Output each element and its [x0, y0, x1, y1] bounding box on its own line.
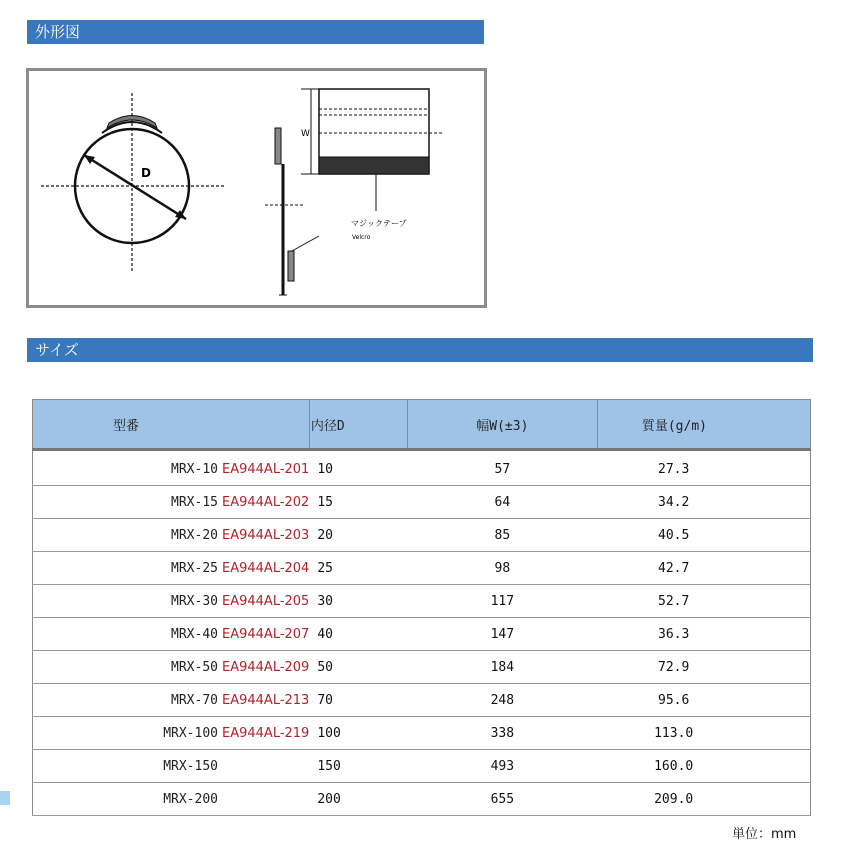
- table-row: [33, 486, 811, 519]
- cell-code: EA944AL-205: [222, 585, 309, 618]
- header-model: 型番: [33, 400, 310, 450]
- cell-model: MRX-25: [33, 552, 223, 585]
- table-header-row: [33, 400, 811, 450]
- cell-model: MRX-70: [33, 684, 223, 717]
- diameter-label: D: [141, 166, 151, 180]
- cell-inner-d: 15: [309, 486, 407, 519]
- cell-mass: 52.7: [597, 585, 810, 618]
- table-row: [33, 684, 811, 717]
- side-view: [265, 89, 443, 295]
- cell-model: MRX-15: [33, 486, 223, 519]
- cell-width: 117: [407, 585, 597, 618]
- size-table: [32, 399, 811, 816]
- cell-model: MRX-10: [33, 453, 223, 486]
- cell-width: 248: [407, 684, 597, 717]
- cell-mass: 34.2: [597, 486, 810, 519]
- cell-code: EA944AL-209: [222, 651, 309, 684]
- cell-model: MRX-30: [33, 585, 223, 618]
- table-row: [33, 453, 811, 486]
- table-row: [33, 651, 811, 684]
- cell-width: 655: [407, 783, 597, 816]
- cell-mass: 160.0: [597, 750, 810, 783]
- table-row: [33, 552, 811, 585]
- header-width: 幅W(±3): [407, 400, 597, 450]
- cell-code: EA944AL-207: [222, 618, 309, 651]
- cell-model: MRX-200: [33, 783, 223, 816]
- cell-model: MRX-40: [33, 618, 223, 651]
- cell-code: EA944AL-202: [222, 486, 309, 519]
- cell-inner-d: 20: [309, 519, 407, 552]
- cell-mass: 95.6: [597, 684, 810, 717]
- cell-width: 64: [407, 486, 597, 519]
- unit-note: 単位：mm: [732, 827, 797, 842]
- cell-model: MRX-50: [33, 651, 223, 684]
- cell-code: [222, 750, 309, 783]
- outline-drawing: [29, 71, 484, 305]
- cell-inner-d: 30: [309, 585, 407, 618]
- cell-inner-d: 150: [309, 750, 407, 783]
- cell-width: 493: [407, 750, 597, 783]
- cell-width: 147: [407, 618, 597, 651]
- table-row: [33, 585, 811, 618]
- circle-view: [41, 93, 225, 271]
- cell-model: MRX-100: [33, 717, 223, 750]
- size-section-title: サイズ: [27, 338, 813, 362]
- cell-width: 57: [407, 453, 597, 486]
- cell-inner-d: 25: [309, 552, 407, 585]
- table-body: [33, 450, 811, 816]
- header-mass: 質量(g/m): [597, 400, 810, 450]
- outline-figure: [26, 68, 487, 308]
- cell-inner-d: 50: [309, 651, 407, 684]
- cell-code: [222, 783, 309, 816]
- table-row: [33, 519, 811, 552]
- cell-inner-d: 10: [309, 453, 407, 486]
- table-row: [33, 783, 811, 816]
- cell-width: 338: [407, 717, 597, 750]
- cell-code: EA944AL-219: [222, 717, 309, 750]
- cell-model: MRX-20: [33, 519, 223, 552]
- cell-code: EA944AL-213: [222, 684, 309, 717]
- cell-mass: 36.3: [597, 618, 810, 651]
- cell-width: 98: [407, 552, 597, 585]
- cell-mass: 40.5: [597, 519, 810, 552]
- cell-mass: 42.7: [597, 552, 810, 585]
- table-row: [33, 618, 811, 651]
- table-row: [33, 717, 811, 750]
- table-row: [33, 750, 811, 783]
- cell-mass: 209.0: [597, 783, 810, 816]
- cell-code: EA944AL-204: [222, 552, 309, 585]
- cell-inner-d: 40: [309, 618, 407, 651]
- cell-code: EA944AL-201: [222, 453, 309, 486]
- cell-width: 85: [407, 519, 597, 552]
- cell-model: MRX-150: [33, 750, 223, 783]
- cell-mass: 27.3: [597, 453, 810, 486]
- velcro-label-jp: マジックテープ: [351, 219, 407, 228]
- cell-code: EA944AL-203: [222, 519, 309, 552]
- width-label: W: [301, 129, 310, 139]
- velcro-label-en: Velcro: [352, 234, 371, 241]
- header-inner-d: 内径D: [309, 400, 407, 450]
- cell-inner-d: 200: [309, 783, 407, 816]
- cell-inner-d: 70: [309, 684, 407, 717]
- cell-mass: 113.0: [597, 717, 810, 750]
- cell-inner-d: 100: [309, 717, 407, 750]
- cell-mass: 72.9: [597, 651, 810, 684]
- side-marker: [0, 791, 10, 805]
- outline-section-title: 外形図: [27, 20, 484, 44]
- cell-width: 184: [407, 651, 597, 684]
